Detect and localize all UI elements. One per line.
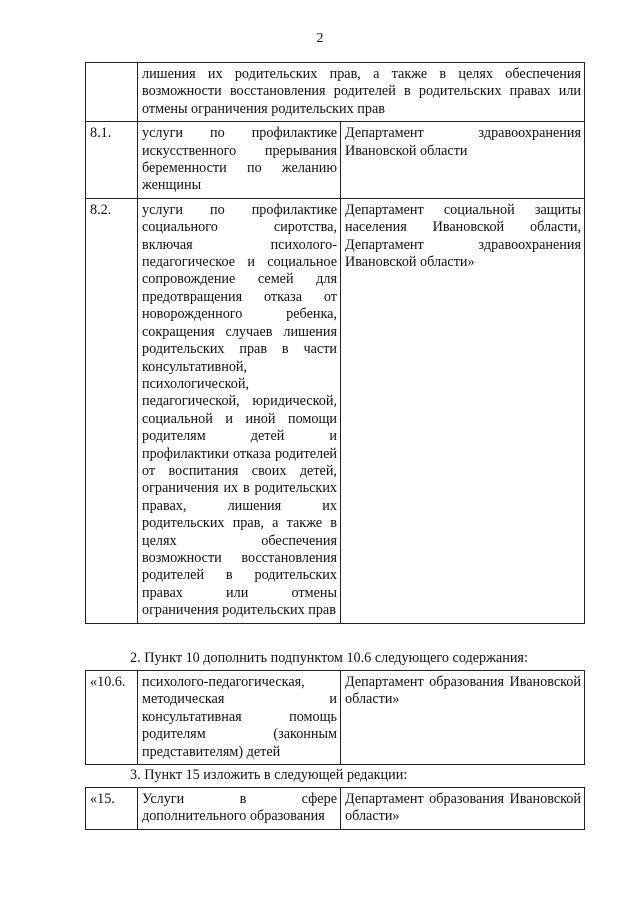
department-name: Департамент образования Ивановской области» bbox=[341, 671, 585, 765]
instruction-item-2: 2. Пункт 10 дополнить подпунктом 10.6 следующего содержания: bbox=[130, 650, 528, 666]
item-15-table bbox=[85, 787, 585, 830]
table-row bbox=[86, 122, 585, 199]
page-number: 2 bbox=[316, 31, 324, 46]
service-description: психолого-педагогическая, методическая и консультативная помощь родителям (законным представителям) детей bbox=[138, 671, 341, 765]
department-name: Департамент здравоохранения Ивановской области bbox=[341, 122, 585, 199]
row-number: 8.2. bbox=[86, 198, 138, 623]
row-number-cell bbox=[86, 63, 138, 122]
service-description: Услуги в сфере дополнительного образования bbox=[138, 788, 341, 830]
table-row bbox=[86, 788, 585, 830]
continuation-text: лишения их родительских прав, а также в целях обеспечения возможности восстановления родителей в родительских правах или отмены ограничения родительских прав bbox=[138, 63, 585, 122]
row-number: «15. bbox=[86, 788, 138, 830]
table-row bbox=[86, 63, 585, 122]
row-number: «10.6. bbox=[86, 671, 138, 765]
service-description: услуги по профилактике социального сиротства, включая психолого-педагогическое и социальное сопровождение семей для предотвращения отказа от новорожденного ребенка, сокращения случаев лишения родительских прав в части консультативной, психологической, педагогической, юридической, социальной и иной помощи родителям детей и профилактики отказа родителей от воспитания своих детей, ограничения их в родительских правах, лишения их родительских прав, а также в целях обеспечения возможности восстановления родителей в родительских правах или отмены ограничения родительских прав bbox=[138, 198, 341, 623]
instruction-item-3: 3. Пункт 15 изложить в следующей редакции: bbox=[130, 767, 408, 783]
subitem-10-6-table bbox=[85, 670, 585, 765]
table-row bbox=[86, 198, 585, 623]
service-description: услуги по профилактике искусственного прерывания беременности по желанию женщины bbox=[138, 122, 341, 199]
row-number: 8.1. bbox=[86, 122, 138, 199]
department-name: Департамент образования Ивановской области» bbox=[341, 788, 585, 830]
table-row bbox=[86, 671, 585, 765]
department-name: Департамент социальной защиты населения Ивановской области, Департамент здравоохранения Ивановской области» bbox=[341, 198, 585, 623]
services-table bbox=[85, 62, 585, 624]
